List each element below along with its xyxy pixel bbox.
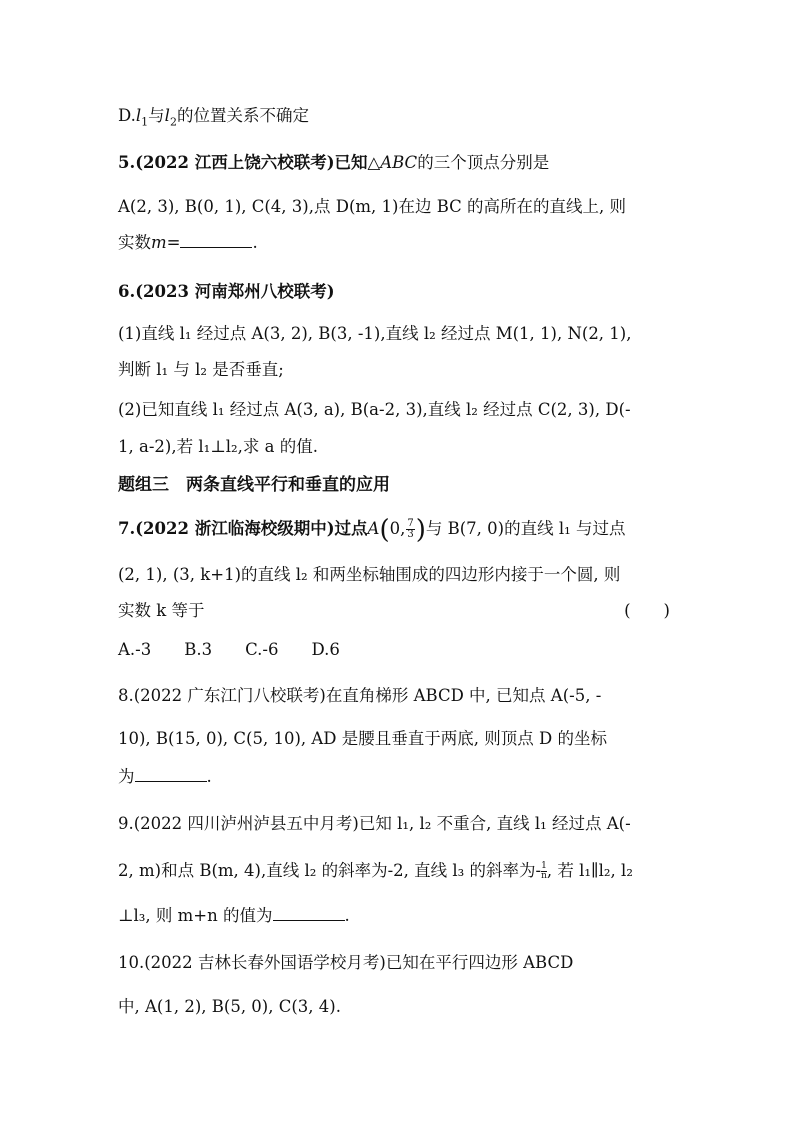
text: . xyxy=(206,767,212,786)
q8-line3 xyxy=(118,766,212,788)
paren-open: ( xyxy=(379,515,390,545)
q5-points: A(2, 3), B(0, 1), C(4, 3),点 D(m, 1)在边 BC 的高所在的直线上, 则 xyxy=(118,197,626,216)
text: 10.(2022 吉林长春外国语学校月考)已知在平行四边形 ABCD xyxy=(118,953,574,972)
text: 与 xyxy=(148,106,165,125)
q7-head: 7.(2022 浙江临海校级期中)过点 xyxy=(118,519,368,538)
coord-x: 0 xyxy=(389,519,401,538)
q6-head xyxy=(118,281,335,303)
q6-p1-line2 xyxy=(118,359,284,381)
text: = xyxy=(166,233,181,252)
q8-line2 xyxy=(118,728,607,750)
text: 10), B(15, 0), C(5, 10), AD 是腰且垂直于两底, 则顶点 D 的坐标 xyxy=(118,729,607,748)
frac-num: 7 xyxy=(407,518,414,529)
text: 2, m)和点 B(m, 4),直线 l₂ 的斜率为-2, 直线 l₃ 的斜率为- xyxy=(118,861,542,880)
subscript: 1 xyxy=(141,115,149,129)
answer-blank[interactable] xyxy=(273,906,345,921)
text: 的位置关系不确定 xyxy=(176,106,309,125)
q8-line1 xyxy=(118,685,601,707)
frac-den: 3 xyxy=(407,529,414,540)
q5-head: 5.(2022 江西上饶六校联考)已知△ xyxy=(118,153,381,172)
q4-option-d xyxy=(118,105,309,133)
q5-line1 xyxy=(118,152,549,174)
q7-line2 xyxy=(118,564,620,586)
q7-options xyxy=(118,639,340,661)
q7-line3 xyxy=(118,600,670,622)
text: 实数 k 等于 xyxy=(118,601,205,620)
text: (2)已知直线 l₁ 经过点 A(3, a), B(a-2, 3),直线 l₂ 经过点 C(2, 3), D(- xyxy=(118,400,631,419)
group-title-text: 题组三 两条直线平行和垂直的应用 xyxy=(118,475,390,495)
text: , 若 l₁∥l₂, l₂ xyxy=(546,861,633,880)
q7-line1 xyxy=(118,515,626,545)
text: (1)直线 l₁ 经过点 A(3, 2), B(3, -1),直线 l₂ 经过点 M(1, 1), N(2, 1), xyxy=(118,324,632,343)
text: 判断 l₁ 与 l₂ 是否垂直; xyxy=(118,360,284,379)
text: 中, A(1, 2), B(5, 0), C(3, 4). xyxy=(118,997,341,1016)
answer-blank[interactable] xyxy=(180,233,252,248)
q5-line2 xyxy=(118,196,626,218)
q6-head-text: 6.(2023 河南郑州八校联考) xyxy=(118,282,335,301)
q9-line3 xyxy=(118,905,350,927)
text: . xyxy=(344,906,350,925)
group-title xyxy=(118,474,390,496)
options-text: A.-3 B.3 C.-6 D.6 xyxy=(118,640,340,659)
text: 与 B(7, 0)的直线 l₁ 与过点 xyxy=(425,519,626,538)
subscript: 2 xyxy=(169,115,177,129)
q9-line2 xyxy=(118,860,633,882)
q9-line1 xyxy=(118,813,631,835)
text: 的三个顶点分别是 xyxy=(417,153,550,172)
text: 8.(2022 广东江门八校联考)在直角梯形 ABCD 中, 已知点 A(-5, - xyxy=(118,686,602,705)
option-label: D. xyxy=(118,106,136,125)
var-m: m xyxy=(151,233,167,252)
text: . xyxy=(252,233,258,252)
frac-den: n xyxy=(541,871,547,881)
q10-line2 xyxy=(118,996,341,1018)
triangle-name: ABC xyxy=(380,153,418,172)
text: 1, a-2),若 l₁⊥l₂,求 a 的值. xyxy=(118,437,318,456)
comma: , xyxy=(400,519,406,538)
text: 9.(2022 四川泸州泸县五中月考)已知 l₁, l₂ 不重合, 直线 l₁ 经过点 A(- xyxy=(118,814,631,833)
frac-num: 1 xyxy=(541,861,547,871)
q6-p2-line2 xyxy=(118,436,318,458)
text: ⊥l₃, 则 m+n 的值为 xyxy=(118,906,273,925)
answer-paren[interactable]: ( ) xyxy=(624,601,670,620)
var-l: l xyxy=(164,106,170,125)
q10-line1 xyxy=(118,952,573,974)
text: 为 xyxy=(118,767,135,786)
answer-blank[interactable] xyxy=(135,767,207,782)
q6-p1-line1 xyxy=(118,323,631,345)
text: (2, 1), (3, k+1)的直线 l₂ 和两坐标轴围成的四边形内接于一个圆, 则 xyxy=(118,565,621,584)
q5-line3 xyxy=(118,232,258,254)
text: 实数 xyxy=(118,233,151,252)
var-a: A xyxy=(367,519,380,538)
fraction-7-3 xyxy=(406,519,414,540)
q6-p2-line1 xyxy=(118,399,631,421)
paren-close: ) xyxy=(415,515,426,545)
var-l: l xyxy=(135,106,142,125)
